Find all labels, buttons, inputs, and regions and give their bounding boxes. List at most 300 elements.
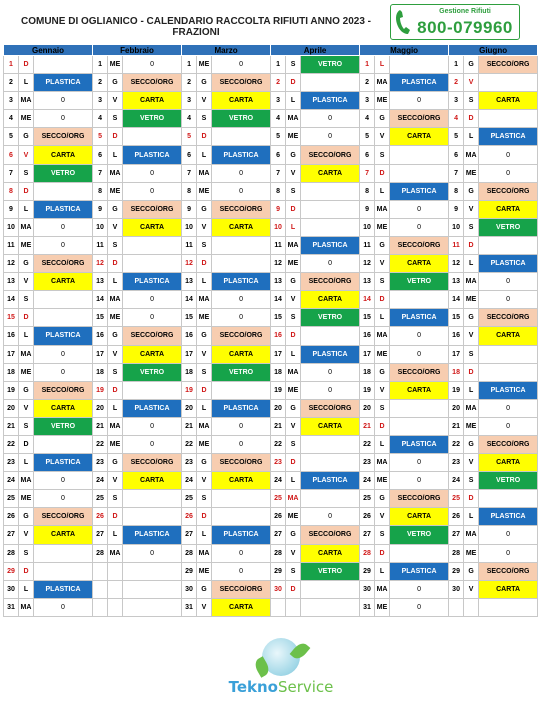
day-of-week: L	[19, 580, 34, 598]
day-number: 5	[4, 128, 19, 146]
day-number: 9	[182, 200, 197, 218]
waste-type-cell: SECCO/ORG	[212, 200, 271, 218]
waste-type-cell: 0	[212, 544, 271, 562]
day-of-week: D	[197, 255, 212, 273]
day-of-week: S	[375, 146, 390, 164]
day-of-week: L	[108, 146, 123, 164]
waste-type-cell: VETRO	[123, 110, 182, 128]
waste-type-cell: CARTA	[479, 92, 538, 110]
day-number: 30	[4, 580, 19, 598]
day-number: 21	[271, 417, 286, 435]
table-row	[4, 345, 538, 363]
day-of-week	[464, 598, 479, 616]
waste-type-cell	[390, 56, 449, 74]
day-of-week: S	[286, 562, 301, 580]
day-of-week: S	[19, 417, 34, 435]
waste-type-cell: 0	[34, 92, 93, 110]
waste-type-cell: 0	[34, 110, 93, 128]
day-of-week: ME	[375, 472, 390, 490]
day-number: 1	[4, 56, 19, 74]
day-of-week: ME	[108, 56, 123, 74]
waste-type-cell: SECCO/ORG	[34, 381, 93, 399]
day-number: 22	[271, 435, 286, 453]
waste-type-cell: SECCO/ORG	[212, 74, 271, 92]
day-number: 25	[4, 490, 19, 508]
day-number: 13	[4, 273, 19, 291]
day-number: 2	[4, 74, 19, 92]
day-of-week: ME	[197, 562, 212, 580]
day-of-week: L	[286, 218, 301, 236]
day-of-week: G	[108, 74, 123, 92]
waste-type-cell: CARTA	[34, 399, 93, 417]
day-number: 28	[271, 544, 286, 562]
day-number: 12	[93, 255, 108, 273]
table-row	[4, 454, 538, 472]
waste-type-cell: CARTA	[34, 526, 93, 544]
day-of-week: D	[464, 490, 479, 508]
day-number: 18	[93, 363, 108, 381]
table-row	[4, 508, 538, 526]
waste-type-cell: 0	[479, 164, 538, 182]
day-number: 17	[449, 345, 464, 363]
day-of-week: G	[197, 74, 212, 92]
day-number: 8	[360, 182, 375, 200]
waste-type-cell	[301, 598, 360, 616]
day-of-week: G	[19, 255, 34, 273]
waste-type-cell: 0	[212, 417, 271, 435]
hotline-number: 800-079960	[417, 18, 513, 37]
day-number: 20	[360, 399, 375, 417]
waste-type-cell: VETRO	[34, 417, 93, 435]
waste-type-cell: 0	[390, 345, 449, 363]
day-number: 24	[182, 472, 197, 490]
waste-type-cell: SECCO/ORG	[123, 74, 182, 92]
day-number: 3	[93, 92, 108, 110]
day-of-week: ME	[375, 345, 390, 363]
day-number: 18	[271, 363, 286, 381]
day-of-week: V	[375, 508, 390, 526]
day-of-week: G	[108, 327, 123, 345]
day-of-week: L	[375, 562, 390, 580]
day-number: 11	[4, 236, 19, 254]
day-number: 19	[449, 381, 464, 399]
day-number: 23	[182, 454, 197, 472]
day-of-week: D	[286, 580, 301, 598]
day-of-week: MA	[19, 218, 34, 236]
waste-type-cell	[390, 399, 449, 417]
waste-type-cell: CARTA	[123, 345, 182, 363]
waste-type-cell: 0	[390, 200, 449, 218]
day-number: 20	[449, 399, 464, 417]
table-row	[4, 273, 538, 291]
day-number: 25	[449, 490, 464, 508]
waste-type-cell: PLASTICA	[123, 399, 182, 417]
waste-type-cell: CARTA	[301, 544, 360, 562]
waste-type-cell	[34, 435, 93, 453]
waste-type-cell	[212, 236, 271, 254]
day-number: 1	[182, 56, 197, 74]
waste-type-cell: SECCO/ORG	[123, 454, 182, 472]
day-of-week: L	[286, 92, 301, 110]
table-row	[4, 128, 538, 146]
day-of-week: V	[197, 218, 212, 236]
day-of-week: D	[375, 417, 390, 435]
table-row	[4, 200, 538, 218]
day-number: 23	[360, 454, 375, 472]
day-number: 4	[182, 110, 197, 128]
day-of-week: ME	[19, 236, 34, 254]
waste-type-cell: 0	[301, 110, 360, 128]
waste-type-cell: 0	[479, 526, 538, 544]
waste-type-cell: SECCO/ORG	[301, 273, 360, 291]
day-number: 11	[182, 236, 197, 254]
day-number: 28	[93, 544, 108, 562]
day-of-week: S	[286, 309, 301, 327]
table-row	[4, 309, 538, 327]
day-number: 22	[4, 435, 19, 453]
day-number: 2	[182, 74, 197, 92]
waste-type-cell: SECCO/ORG	[390, 110, 449, 128]
day-number: 25	[93, 490, 108, 508]
day-of-week	[108, 580, 123, 598]
day-of-week: S	[375, 399, 390, 417]
waste-type-cell: CARTA	[212, 345, 271, 363]
table-row	[4, 472, 538, 490]
day-number: 7	[360, 164, 375, 182]
table-row	[4, 327, 538, 345]
day-number: 30	[271, 580, 286, 598]
waste-type-cell: SECCO/ORG	[479, 562, 538, 580]
waste-type-cell: PLASTICA	[123, 526, 182, 544]
day-number: 23	[271, 454, 286, 472]
day-number: 30	[449, 580, 464, 598]
day-number: 14	[4, 291, 19, 309]
waste-type-cell: SECCO/ORG	[34, 255, 93, 273]
waste-type-cell	[301, 218, 360, 236]
waste-type-cell: SECCO/ORG	[34, 128, 93, 146]
waste-type-cell: PLASTICA	[390, 562, 449, 580]
day-number: 18	[182, 363, 197, 381]
waste-type-cell: 0	[123, 56, 182, 74]
waste-type-cell	[479, 110, 538, 128]
day-of-week: L	[19, 200, 34, 218]
day-of-week: G	[375, 363, 390, 381]
waste-type-cell	[390, 417, 449, 435]
day-of-week: L	[375, 56, 390, 74]
waste-type-cell: 0	[390, 598, 449, 616]
day-of-week: L	[108, 273, 123, 291]
waste-type-cell: 0	[479, 146, 538, 164]
day-number: 16	[449, 327, 464, 345]
day-number: 14	[182, 291, 197, 309]
day-number: 6	[360, 146, 375, 164]
day-number: 9	[360, 200, 375, 218]
day-number: 3	[271, 92, 286, 110]
waste-type-cell: 0	[212, 164, 271, 182]
waste-type-cell: CARTA	[479, 327, 538, 345]
waste-type-cell: 0	[123, 417, 182, 435]
day-number	[93, 562, 108, 580]
day-of-week: L	[19, 74, 34, 92]
day-of-week: ME	[197, 435, 212, 453]
waste-type-cell: 0	[123, 164, 182, 182]
waste-type-cell: 0	[34, 598, 93, 616]
day-number: 27	[271, 526, 286, 544]
day-number: 29	[4, 562, 19, 580]
day-of-week: L	[19, 454, 34, 472]
waste-type-cell: 0	[390, 218, 449, 236]
day-number: 7	[449, 164, 464, 182]
day-of-week: G	[19, 508, 34, 526]
day-of-week: S	[286, 56, 301, 74]
day-number: 29	[449, 562, 464, 580]
day-number: 1	[93, 56, 108, 74]
day-number: 11	[449, 236, 464, 254]
day-number: 29	[360, 562, 375, 580]
day-number: 3	[182, 92, 197, 110]
day-number	[93, 580, 108, 598]
day-of-week: G	[464, 309, 479, 327]
waste-type-cell: 0	[212, 309, 271, 327]
waste-type-cell: SECCO/ORG	[301, 526, 360, 544]
day-number: 21	[360, 417, 375, 435]
day-of-week: D	[19, 56, 34, 74]
day-of-week: MA	[375, 580, 390, 598]
day-of-week: G	[19, 128, 34, 146]
day-of-week: D	[19, 435, 34, 453]
day-of-week: MA	[19, 598, 34, 616]
day-of-week: ME	[286, 381, 301, 399]
day-of-week: S	[19, 544, 34, 562]
day-of-week: V	[108, 92, 123, 110]
hotline-box	[390, 4, 520, 40]
waste-type-cell: 0	[34, 236, 93, 254]
day-number: 7	[4, 164, 19, 182]
day-of-week: MA	[197, 544, 212, 562]
day-of-week: V	[464, 327, 479, 345]
waste-type-cell: SECCO/ORG	[390, 490, 449, 508]
day-of-week: ME	[108, 182, 123, 200]
waste-type-cell	[212, 508, 271, 526]
waste-type-cell: PLASTICA	[301, 472, 360, 490]
day-number: 24	[4, 472, 19, 490]
waste-type-cell	[123, 598, 182, 616]
day-of-week: S	[108, 110, 123, 128]
waste-type-cell: CARTA	[123, 472, 182, 490]
waste-type-cell: SECCO/ORG	[479, 435, 538, 453]
day-number: 2	[360, 74, 375, 92]
waste-type-cell	[123, 562, 182, 580]
day-of-week: D	[464, 236, 479, 254]
day-of-week: S	[19, 291, 34, 309]
waste-type-cell: VETRO	[301, 56, 360, 74]
day-of-week: ME	[19, 110, 34, 128]
day-of-week: MA	[464, 399, 479, 417]
waste-type-cell: CARTA	[34, 273, 93, 291]
day-of-week: MA	[108, 544, 123, 562]
waste-type-cell: VETRO	[390, 273, 449, 291]
day-of-week: G	[375, 490, 390, 508]
day-number: 29	[271, 562, 286, 580]
waste-type-cell	[390, 146, 449, 164]
waste-type-cell: PLASTICA	[34, 454, 93, 472]
day-of-week: G	[108, 454, 123, 472]
day-of-week: D	[19, 309, 34, 327]
day-number: 11	[93, 236, 108, 254]
day-of-week: V	[19, 526, 34, 544]
day-number: 29	[182, 562, 197, 580]
month-header: Aprile	[271, 45, 360, 56]
day-number: 19	[182, 381, 197, 399]
waste-type-cell: PLASTICA	[123, 146, 182, 164]
day-number: 26	[4, 508, 19, 526]
day-of-week: G	[286, 273, 301, 291]
day-of-week: S	[108, 490, 123, 508]
waste-type-cell: 0	[34, 345, 93, 363]
waste-type-cell: CARTA	[390, 255, 449, 273]
day-number: 21	[93, 417, 108, 435]
waste-type-cell: CARTA	[212, 92, 271, 110]
day-of-week: MA	[286, 236, 301, 254]
day-number: 13	[271, 273, 286, 291]
day-number: 13	[360, 273, 375, 291]
waste-type-cell: 0	[390, 92, 449, 110]
day-number: 16	[271, 327, 286, 345]
month-header: Febbraio	[93, 45, 182, 56]
day-of-week: ME	[464, 417, 479, 435]
day-number: 15	[449, 309, 464, 327]
day-number: 15	[360, 309, 375, 327]
day-of-week: S	[197, 363, 212, 381]
day-of-week: V	[286, 291, 301, 309]
waste-type-cell: 0	[301, 255, 360, 273]
day-of-week: S	[19, 164, 34, 182]
waste-type-cell	[34, 562, 93, 580]
day-number: 17	[360, 345, 375, 363]
day-of-week: G	[464, 182, 479, 200]
day-number: 22	[360, 435, 375, 453]
day-of-week: D	[197, 128, 212, 146]
day-of-week: G	[464, 562, 479, 580]
waste-type-cell: CARTA	[301, 417, 360, 435]
waste-type-cell: 0	[123, 291, 182, 309]
day-number: 24	[360, 472, 375, 490]
day-number: 7	[93, 164, 108, 182]
day-number: 11	[360, 236, 375, 254]
day-of-week: V	[375, 128, 390, 146]
day-number: 25	[360, 490, 375, 508]
day-of-week: D	[286, 454, 301, 472]
waste-type-cell: 0	[479, 399, 538, 417]
day-number: 12	[449, 255, 464, 273]
day-number: 15	[271, 309, 286, 327]
month-header: Giugno	[449, 45, 538, 56]
day-number: 26	[449, 508, 464, 526]
day-number: 13	[182, 273, 197, 291]
day-number: 20	[271, 399, 286, 417]
day-number: 13	[93, 273, 108, 291]
day-of-week: V	[19, 273, 34, 291]
table-row	[4, 291, 538, 309]
day-of-week: MA	[286, 363, 301, 381]
waste-type-cell: PLASTICA	[34, 327, 93, 345]
day-of-week: L	[375, 435, 390, 453]
waste-type-cell: CARTA	[390, 508, 449, 526]
month-header: Maggio	[360, 45, 449, 56]
waste-type-cell: VETRO	[301, 309, 360, 327]
day-of-week: G	[286, 146, 301, 164]
day-number: 10	[182, 218, 197, 236]
day-of-week: V	[197, 472, 212, 490]
day-of-week: ME	[286, 255, 301, 273]
day-of-week: ME	[19, 363, 34, 381]
day-number: 14	[271, 291, 286, 309]
day-of-week: G	[108, 200, 123, 218]
table-row	[4, 363, 538, 381]
waste-type-cell: PLASTICA	[301, 345, 360, 363]
day-of-week: MA	[19, 345, 34, 363]
page-title: COMUNE DI OGLIANICO - CALENDARIO RACCOLTA RIFIUTI ANNO 2023 - FRAZIONI	[21, 16, 371, 38]
day-number: 15	[4, 309, 19, 327]
waste-type-cell: 0	[212, 56, 271, 74]
day-number: 6	[4, 146, 19, 164]
day-of-week: L	[375, 309, 390, 327]
day-number: 19	[360, 381, 375, 399]
brand-name	[226, 678, 336, 696]
day-of-week: G	[286, 399, 301, 417]
day-number	[271, 598, 286, 616]
day-number: 23	[93, 454, 108, 472]
waste-type-cell: VETRO	[301, 562, 360, 580]
day-number: 31	[182, 598, 197, 616]
day-number: 19	[271, 381, 286, 399]
day-number: 15	[93, 309, 108, 327]
waste-type-cell: PLASTICA	[34, 74, 93, 92]
day-number: 2	[449, 74, 464, 92]
day-of-week: L	[464, 381, 479, 399]
day-number	[93, 598, 108, 616]
day-number: 8	[271, 182, 286, 200]
day-of-week: ME	[375, 92, 390, 110]
day-number: 17	[271, 345, 286, 363]
day-number: 4	[360, 110, 375, 128]
day-number: 28	[4, 544, 19, 562]
day-of-week: L	[286, 345, 301, 363]
waste-type-cell: 0	[34, 218, 93, 236]
waste-type-cell	[301, 435, 360, 453]
table-row	[4, 56, 538, 74]
day-of-week: ME	[464, 291, 479, 309]
day-number: 26	[271, 508, 286, 526]
day-number: 3	[4, 92, 19, 110]
waste-type-cell: CARTA	[123, 92, 182, 110]
day-number: 9	[4, 200, 19, 218]
day-of-week: S	[108, 236, 123, 254]
day-number: 12	[4, 255, 19, 273]
waste-type-cell	[34, 544, 93, 562]
day-number: 1	[360, 56, 375, 74]
day-of-week: S	[464, 92, 479, 110]
day-of-week: S	[108, 363, 123, 381]
waste-type-cell	[479, 363, 538, 381]
waste-type-cell: VETRO	[479, 472, 538, 490]
day-of-week: G	[197, 200, 212, 218]
day-number: 27	[360, 526, 375, 544]
waste-type-cell: PLASTICA	[479, 255, 538, 273]
waste-type-cell: PLASTICA	[212, 273, 271, 291]
day-of-week: L	[108, 399, 123, 417]
day-number: 12	[360, 255, 375, 273]
